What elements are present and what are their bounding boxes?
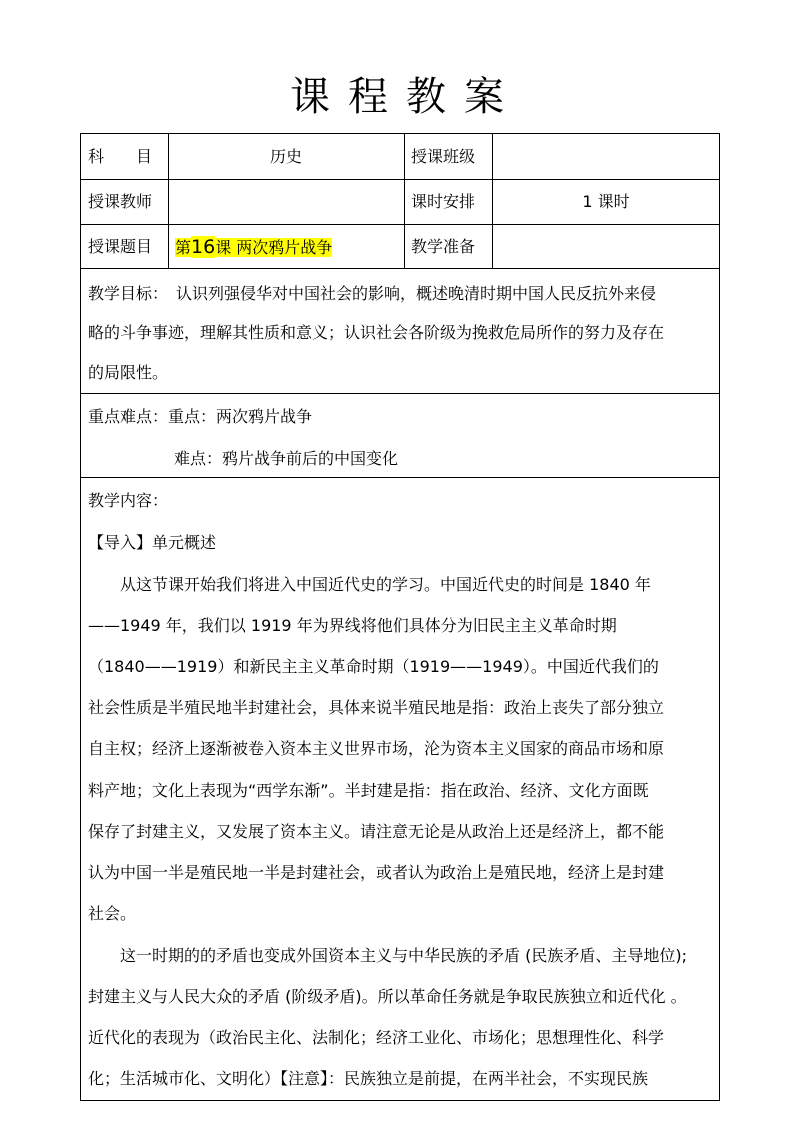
content-line: 近代化的表现为（政治民主化、法制化；经济工业化、市场化；思想理性化、科学 [88,1028,665,1047]
content-line: 保存了封建主义，又发展了资本主义。请注意无论是从政治上还是经济上，都不能 [88,822,665,841]
content-line: 这一时期的的矛盾也变成外国资本主义与中华民族的矛盾 (民族矛盾、主导地位); [88,946,687,965]
topic-label: 授课题目 [88,237,153,256]
content-line: 化；生活城市化、文明化）【注意】：民族独立是前提，在两半社会，不实现民族 [88,1069,649,1088]
row-divider [81,268,719,269]
intro-heading: 【导入】单元概述 [88,533,217,552]
teacher-label: 授课教师 [88,192,153,211]
goals-line: 略的斗争事迹，理解其性质和意义；认识社会各阶级为挽救危局所作的努力及存在 [88,323,665,342]
content-line: 封建主义与人民大众的矛盾 (阶级矛盾)。所以革命任务就是争取民族独立和近代化 。 [88,987,687,1006]
class-label: 授课班级 [411,147,476,166]
content-line: 社会。 [88,904,137,923]
hours-label: 课时安排 [411,192,476,211]
content-line: （1840——1919）和新民主主义革命时期（1919——1949）。中国近代我们的 [88,657,659,676]
prep-label: 教学准备 [411,237,476,256]
page-title: 课程教案 [290,74,522,120]
col-divider [404,134,405,268]
row-divider [81,393,719,394]
lesson-plan-table [80,133,720,1101]
goals-line: 教学目标： 认识列强侵华对中国社会的影响，概述晚清时期中国人民反抗外来侵 [88,284,657,303]
content-line: 社会性质是半殖民地半封建社会，具体来说半殖民地是指：政治上丧失了部分独立 [88,698,665,717]
topic-prefix: 第 [175,238,192,257]
content-label: 教学内容： [88,491,169,510]
difficulty-line: 难点：鸦片战争前后的中国变化 [174,449,399,468]
content-line: 自主权；经济上逐渐被卷入资本主义世界市场，沦为资本主义国家的商品市场和原 [88,739,665,758]
topic-suffix: 课 两次鸦片战争 [215,238,333,257]
content-line: ——1949 年，我们以 1919 年为界线将他们具体分为旧民主主义革命时期 [88,616,617,635]
row-divider [81,224,719,225]
hours-value: 1 课时 [582,192,630,211]
content-line: 从这节课开始我们将进入中国近代史的学习。中国近代史的时间是 1840 年 [88,575,651,594]
content-line: 料产地；文化上表现为“西学东渐”。半封建是指：指在政治、经济、文化方面既 [88,781,649,800]
subject-label: 科 目 [88,147,153,166]
goals-line: 的局限性。 [88,363,169,382]
row-divider [81,179,719,180]
topic-number: 16 [191,236,216,258]
topic-value [175,235,332,260]
content-line: 认为中国一半是殖民地一半是封建社会，或者认为政治上是殖民地，经济上是封建 [88,863,665,882]
subject-value: 历史 [269,147,302,166]
key-points-line: 重点难点：重点：两次鸦片战争 [88,407,313,426]
